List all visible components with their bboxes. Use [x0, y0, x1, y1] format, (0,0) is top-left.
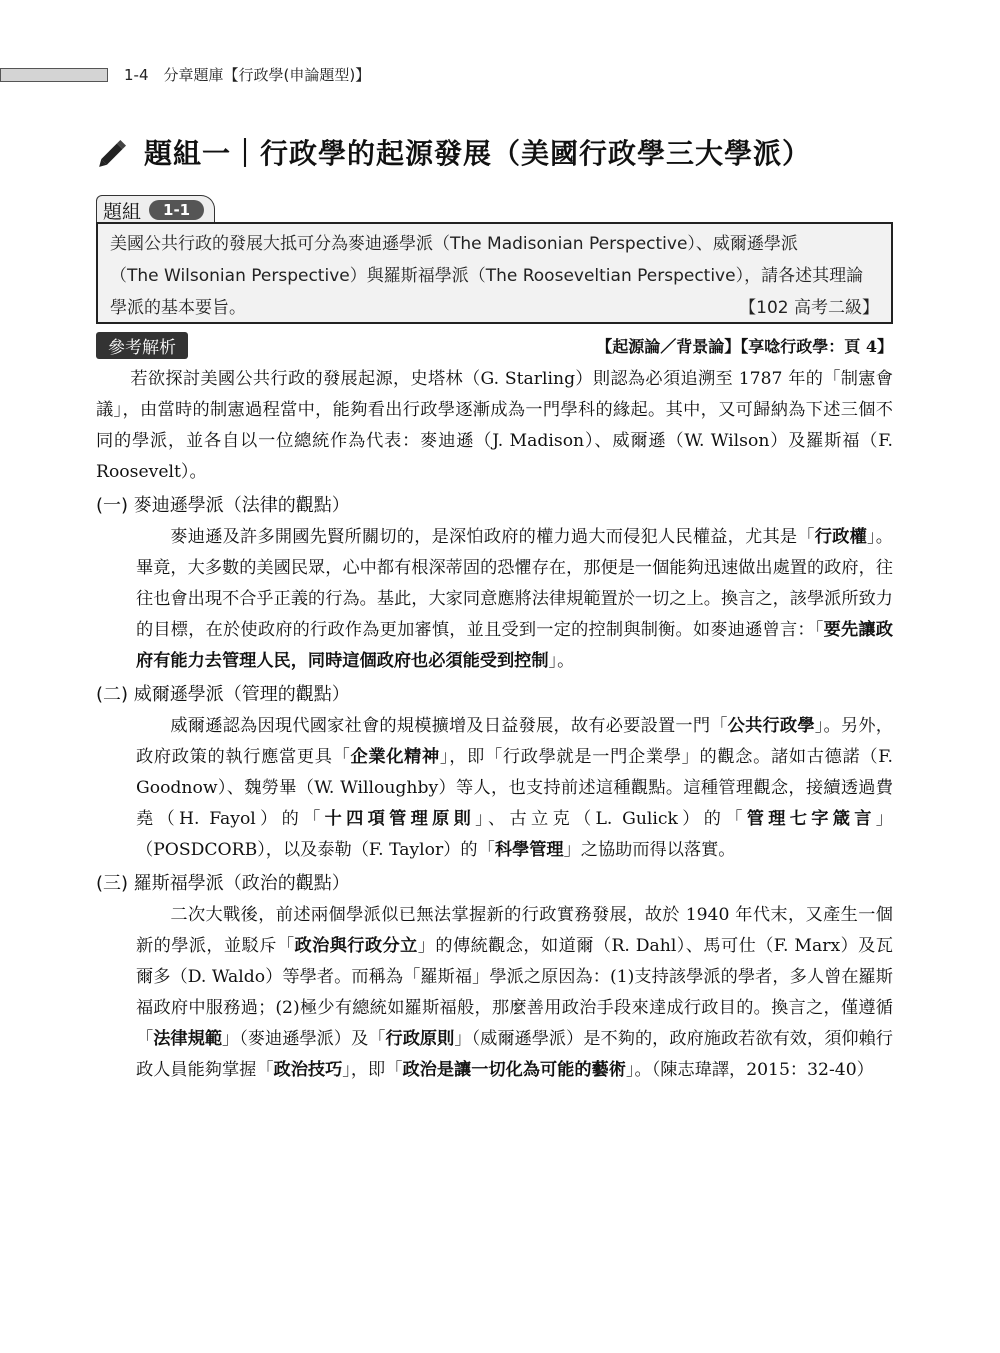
text-run: 」，即「行政學就是一門企業學」的觀念。諸如古德諾（F. Goodnow）、魏勞畢（W. Willoughby）等人，也支持前述這種觀點。這種管理觀念，接續透過費堯（H. Fayol）的「 — [136, 747, 893, 829]
text-run: 」的傳統觀念，如道爾（R. Dahl）、馬可仕（F. Marx）及瓦爾多（D. Waldo）等學者。而稱為「羅斯福」學派之原因為：(1)支持該學派的學者，多人曾在羅斯福政府中服務過；(2)極少有總統如羅斯福般，那麼善用政治手段來達成行政目的。換言之，僅遵循「 — [136, 936, 893, 1049]
section-paragraph — [96, 711, 893, 866]
text-run: 」。（陳志瑋譯，2015：32-40） — [625, 1060, 874, 1080]
intro-paragraph: 若欲探討美國公共行政的發展起源，史塔林（G. Starling）則認為必須追溯至 1787 年的「制憲會議」，由當時的制憲過程當中，能夠看出行政學逐漸成為一門學科的緣起。其中，又可歸納為下述三個不同的學派，並各自以一位總統作為代表：麥迪遜（J. Madison）、威爾遜（W. Wilson）及羅斯福（F. Roosevelt）。 — [96, 369, 893, 482]
emphasis-text: 十四項管理原則 — [324, 809, 476, 829]
emphasis-text: 法律規範 — [153, 1029, 223, 1049]
running-header: 1-4 分章題庫【行政學(申論題型)】 — [124, 66, 371, 84]
emphasis-text: 行政權 — [814, 527, 867, 547]
text-run: 」，即「 — [342, 1060, 403, 1080]
emphasis-text: 企業化精神 — [350, 747, 440, 767]
emphasis-text: 政治是讓一切化為可能的藝術 — [402, 1060, 626, 1080]
question-box — [96, 222, 893, 324]
question-last-line — [110, 292, 879, 324]
section-title — [96, 132, 811, 172]
text-run: 麥迪遜及許多開國先賢所關切的，是深怕政府的權力過大而侵犯人民權益，尤其是「 — [170, 527, 815, 547]
question-tab-label: 題組 — [103, 200, 142, 223]
reference-row — [96, 332, 893, 359]
emphasis-text: 科學管理 — [494, 840, 564, 860]
text-run: 」（威爾遜學派）是不夠的，政府施政若欲有效，須仰賴行政人員能夠掌握「 — [136, 1029, 893, 1080]
text-run: 」（POSDCORB），以及泰勒（F. Taylor）的「 — [136, 809, 893, 860]
section-heading: (二) 威爾遜學派（管理的觀點） — [96, 684, 350, 705]
reference-label: 參考解析 — [96, 332, 188, 359]
text-run: 」。 — [548, 651, 575, 671]
emphasis-text: 公共行政學 — [727, 716, 815, 736]
emphasis-text: 政治與行政分立 — [294, 936, 418, 956]
pencil-icon — [96, 134, 132, 170]
question-number-badge: 1-1 — [149, 200, 204, 220]
section-paragraph — [96, 900, 893, 1086]
section-paragraph — [96, 522, 893, 677]
question-line: 美國公共行政的發展大抵可分為麥迪遜學派（The Madisonian Perspective）、威爾遜學派 — [110, 234, 798, 254]
text-run: 」。另外，政府政策的執行應當更具「 — [136, 716, 893, 767]
header-bar — [0, 68, 108, 82]
answer-body — [96, 364, 893, 1086]
emphasis-text: 要先讓政府有能力去管理人民，同時這個政府也必須能受到控制 — [136, 620, 893, 671]
text-run: 」、古立克（L. Gulick）的「 — [475, 809, 747, 829]
exam-source: 【102 高考二級】 — [739, 298, 879, 318]
question-tab — [96, 195, 215, 224]
emphasis-text: 行政原則 — [385, 1029, 455, 1049]
reference-tags: 【起源論／背景論】【享唸行政學：頁 4】 — [596, 337, 893, 356]
emphasis-text: 政治技巧 — [273, 1060, 343, 1080]
emphasis-text: 管理七字箴言 — [746, 809, 876, 829]
text-run: 」。畢竟，大多數的美國民眾，心中都有根深蒂固的恐懼存在，那便是一個能夠迅速做出處置的政府，往往也會出現不合乎正義的行為。基此，大家同意應將法律規範置於一切之上。換言之，該學派所致力的目標，在於使政府的行政作為更加審慎，並且受到一定的控制與制衡。如麥迪遜曾言：「 — [136, 527, 893, 640]
text-run: 」之協助而得以落實。 — [563, 840, 736, 860]
section-heading: (一) 麥迪遜學派（法律的觀點） — [96, 495, 350, 516]
text-run: 威爾遜認為因現代國家社會的規模擴增及日益發展，故有必要設置一門「 — [170, 716, 728, 736]
text-run: 二次大戰後，前述兩個學派似已無法掌握新的行政實務發展，故於 1940 年代末，又產生一個新的學派，並駁斥「 — [136, 905, 893, 956]
section-heading: (三) 羅斯福學派（政治的觀點） — [96, 873, 350, 894]
question-line: （The Wilsonian Perspective）與羅斯福學派（The Rooseveltian Perspective），請各述其理論 — [110, 266, 864, 286]
text-run: 」（麥迪遜學派）及「 — [222, 1029, 386, 1049]
question-line: 學派的基本要旨。 — [110, 298, 246, 318]
page-title: 題組一｜行政學的起源發展（美國行政學三大學派） — [144, 137, 812, 170]
